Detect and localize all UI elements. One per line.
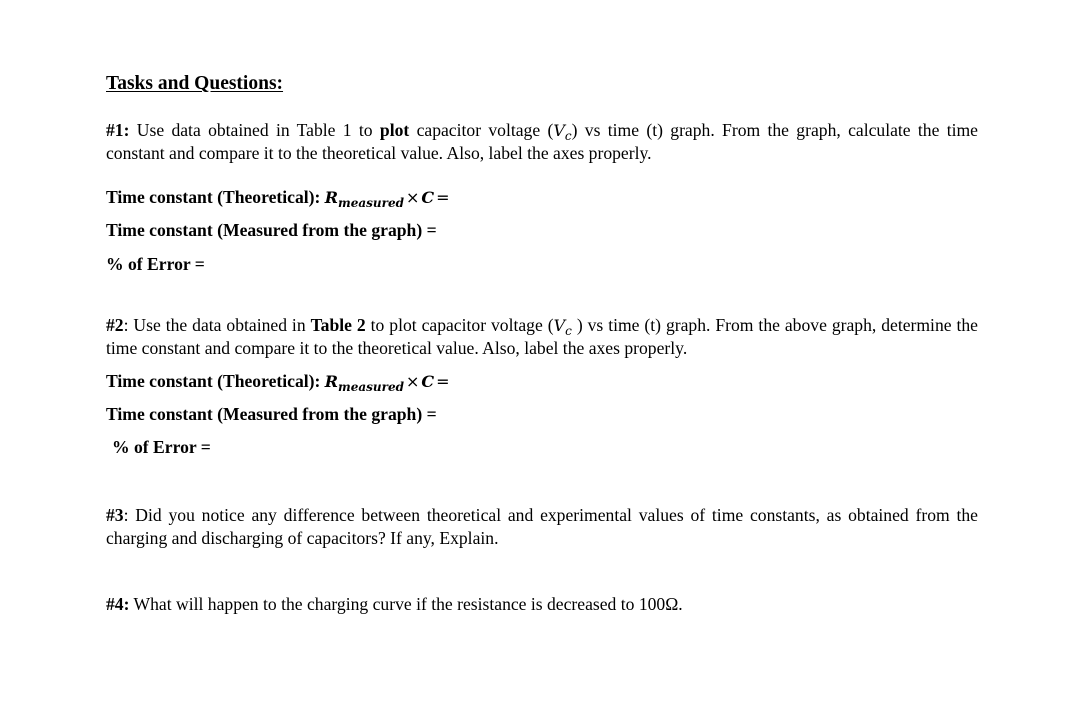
resistance-symbol: $R_{measured}$ [324,188,404,210]
question-4-number: #4: [106,594,130,614]
question-1-text: #1: Use data obtained in Table 1 to plot capacitor voltage $(V_c)$ vs time (t) graph. From the graph, calculate the time constant and compare it to the theoretical value. Also, label the axes properly. [106,120,978,163]
question-2-number: #2 [106,315,124,335]
question-1-number: #1: [106,120,130,140]
capacitor-voltage-symbol: $V_c$ [553,121,572,143]
q2-measured-time-constant: Time constant (Measured from the graph) = [106,404,437,424]
capacitor-voltage-symbol: $V_c$ [553,316,572,338]
page-title: Tasks and Questions: [106,73,284,94]
q2-percent-error: % of Error = [112,437,211,457]
question-3-text: #3: Did you notice any difference between theoretical and experimental values of time constants, as obtained from the charging and discharging of capacitors? If any, Explain. [106,505,978,548]
q1-measured-time-constant: Time constant (Measured from the graph) = [106,220,437,240]
question-3-number: #3 [106,505,124,525]
resistance-symbol: $R_{measured}$ [324,372,404,394]
question-2-text: #2: Use the data obtained in Table 2 to plot capacitor voltage ($V_c$ ) vs time (t) graph. From the above graph, determine the time constant and compare it to the theoretical value. Also, label the axes properly. [106,315,978,358]
q1-percent-error: % of Error = [106,254,205,274]
question-4-text: #4: What will happen to the charging curve if the resistance is decreased to 100Ω. [106,594,683,614]
q1-theoretical-time-constant: Time constant (Theoretical): $R_{measured} \times C$ = [106,187,450,210]
q2-theoretical-time-constant: Time constant (Theoretical): $R_{measured} \times C$ = [106,371,450,394]
